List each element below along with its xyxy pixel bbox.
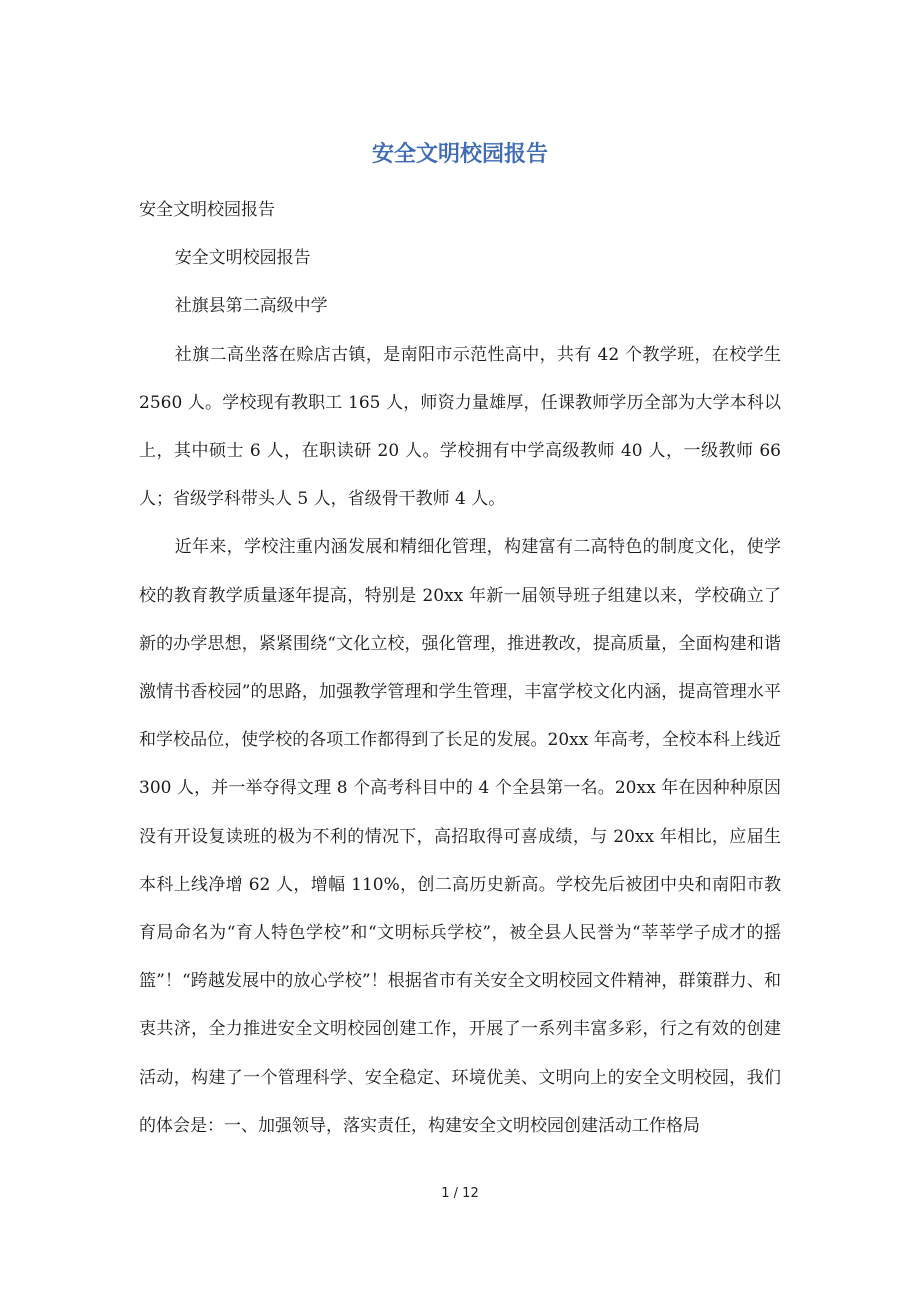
paragraph-school-name: 社旗县第二高级中学 — [174, 296, 328, 317]
paragraph-subtitle: 安全文明校园报告 — [174, 248, 311, 269]
paragraph-achievements: 近年来，学校注重内涵发展和精细化管理，构建富有二高特色的制度文化，使学校的教育教学质量逐年提高，特别是 20xx 年新一届领导班子组建以来，学校确立了新的办学思想，紧紧围绕“文化立校，强化管理，推进教改，提高质量，全面构建和谐激情书香校园”的思路，加强教学管理和学生管理，丰富学校文化内涵，提高管理水平和学校品位，使学校的各项工作都得到了长足的发展。20xx 年高考，全校本科上线近 300 人，并一举夺得文理 8 个高考科目中的 4 个全县第一名。20xx 年在因种种原因没有开设复读班的极为不利的情况下，高招取得可喜成绩，与 20xx 年相比，应届生本科上线净增 62 人，增幅 110%，创二高历史新高。学校先后被团中央和南阳市教育局命名为“育人特色学校”和“文明标兵学校”，被全县人民誉为“莘莘学子成才的摇篮”！“跨越发展中的放心学校”！根据省市有关安全文明校园文件精神，群策群力、和衷共济，全力推进安全文明校园创建工作，开展了一系列丰富多彩，行之有效的创建活动，构建了一个管理科学、安全稳定、环境优美、文明向上的安全文明校园，我们的体会是：一、加强领导，落实责任，构建安全文明校园创建活动工作格局 — [139, 537, 781, 1136]
page-number: 1 / 12 — [441, 1186, 479, 1201]
paragraph-school-intro: 社旗二高坐落在赊店古镇，是南阳市示范性高中，共有 42 个教学班，在校学生 2560 人。学校现有教职工 165 人，师资力量雄厚，任课教师学历全部为大学本科以上，其中硕士 6 人，在职读研 20 人。学校拥有中学高级教师 40 人，一级教师 66 人；省级学科带头人 5 人，省级骨干教师 4 人。 — [139, 344, 781, 510]
document-title: 安全文明校园报告 — [371, 141, 548, 167]
document-body — [139, 186, 781, 1150]
paragraph-heading: 安全文明校园报告 — [139, 200, 275, 220]
